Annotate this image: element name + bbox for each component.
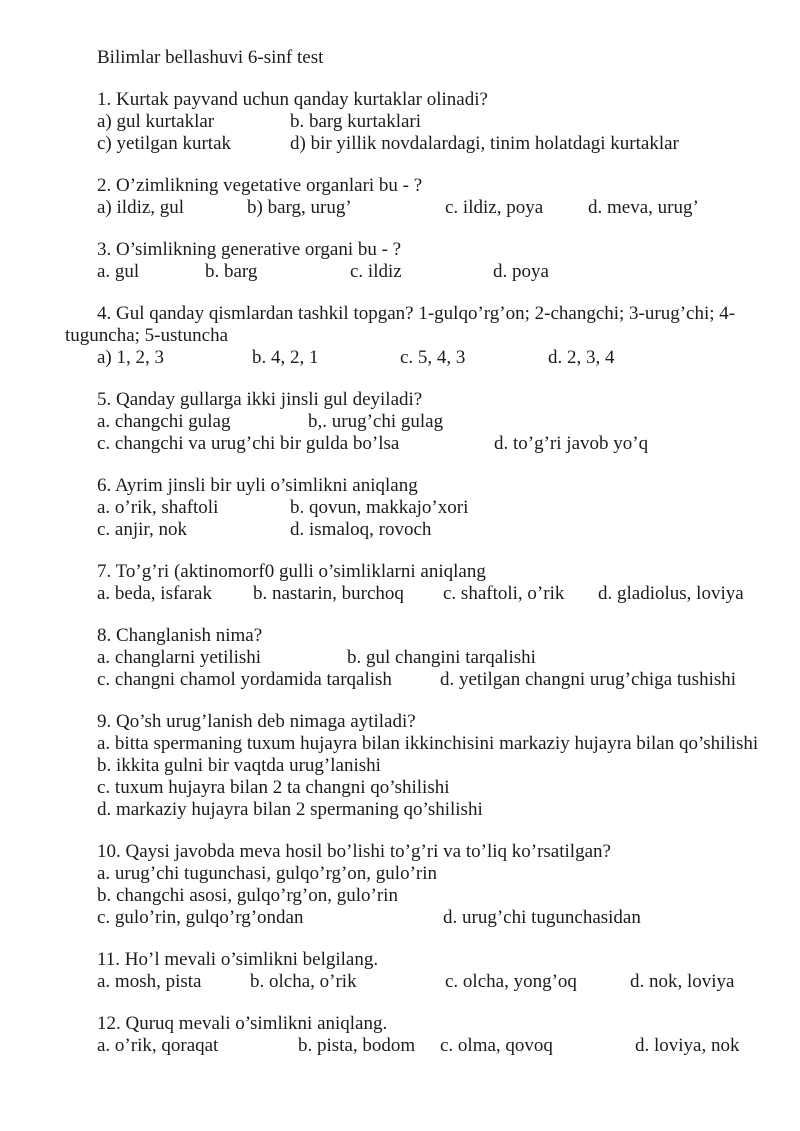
question-7-option-d: d. gladiolus, loviya	[598, 583, 744, 604]
question-block-11	[65, 949, 780, 993]
question-6-option-d: d. ismaloq, rovoch	[290, 519, 432, 540]
question-7-option-b: b. nastarin, burchoq	[253, 583, 404, 604]
question-10-option-a: a. urug’chi tugunchasi, gulqo’rg’on, gulo’rin	[97, 863, 437, 884]
question-block-1	[65, 89, 780, 155]
question-11-option-b: b. olcha, o’rik	[250, 971, 357, 992]
document-title-line	[65, 47, 780, 69]
question-6-option-b: b. qovun, makkajo’xori	[290, 497, 469, 518]
question-1-option-a: a) gul kurtaklar	[97, 111, 215, 132]
question-10-option-c: c. gulo’rin, gulqo’rg’ondan	[97, 907, 304, 928]
question-block-5	[65, 389, 780, 455]
question-2-option-a: a) ildiz, gul	[97, 197, 185, 218]
question-12-option-b: b. pista, bodom	[298, 1035, 416, 1056]
question-3-option-d: d. poya	[493, 261, 549, 282]
question-block-3	[65, 239, 780, 283]
question-4-option-b: b. 4, 2, 1	[252, 347, 319, 368]
question-6-option-c: c. anjir, nok	[97, 519, 187, 540]
question-7-option-a: a. beda, isfarak	[97, 583, 212, 604]
question-3-option-a: a. gul	[97, 261, 140, 282]
question-block-7	[65, 561, 780, 605]
question-block-10	[65, 841, 780, 929]
question-5-option-d: d. to’g’ri javob yo’q	[494, 433, 649, 454]
question-5-option-b: b,. urug’chi gulag	[308, 411, 444, 432]
question-9-prompt: 9. Qo’sh urug’lanish deb nimaga aytiladi?	[97, 711, 416, 732]
question-1-option-d: d) bir yillik novdalardagi, tinim holatdagi kurtaklar	[290, 133, 679, 154]
question-8-option-d: d. yetilgan changni urug’chiga tushishi	[440, 669, 737, 690]
question-10-option-b: b. changchi asosi, gulqo’rg’on, gulo’rin	[97, 885, 398, 906]
question-1-option-b: b. barg kurtaklari	[290, 111, 422, 132]
question-block-4	[65, 303, 780, 369]
question-11-option-d: d. nok, loviya	[630, 971, 735, 992]
question-4-prompt: 4. Gul qanday qismlardan tashkil topgan? 1-gulqo’rg’on; 2-changchi; 3-urug’chi; 4-	[97, 303, 736, 324]
question-block-2	[65, 175, 780, 219]
question-4-option-a: a) 1, 2, 3	[97, 347, 165, 368]
question-block-8	[65, 625, 780, 691]
question-block-9	[65, 711, 780, 821]
question-4-prompt-continuation: tuguncha; 5-ustuncha	[65, 325, 229, 346]
question-10-prompt: 10. Qaysi javobda meva hosil bo’lishi to’g’ri va to’liq ko’rsatilgan?	[97, 841, 611, 862]
question-2-prompt: 2. O’zimlikning vegetative organlari bu - ?	[97, 175, 423, 196]
question-3-option-c: c. ildiz	[350, 261, 402, 282]
question-1-prompt: 1. Kurtak payvand uchun qanday kurtaklar olinadi?	[97, 89, 488, 110]
question-6-prompt: 6. Ayrim jinsli bir uyli o’simlikni aniqlang	[97, 475, 418, 496]
question-8-option-c: c. changni chamol yordamida tarqalish	[97, 669, 392, 690]
question-2-option-d: d. meva, urug’	[588, 197, 699, 218]
question-5-prompt: 5. Qanday gullarga ikki jinsli gul deyiladi?	[97, 389, 423, 410]
question-12-prompt: 12. Quruq mevali o’simlikni aniqlang.	[97, 1013, 388, 1034]
question-9-option-d: d. markaziy hujayra bilan 2 spermaning qo’shilishi	[97, 799, 483, 820]
question-2-option-c: c. ildiz, poya	[445, 197, 544, 218]
question-2-option-b: b) barg, urug’	[247, 197, 352, 218]
question-9-option-b: b. ikkita gulni bir vaqtda urug’lanishi	[97, 755, 381, 776]
question-3-prompt: 3. O’simlikning generative organi bu - ?	[97, 239, 402, 260]
question-9-option-c: c. tuxum hujayra bilan 2 ta changni qo’shilishi	[97, 777, 450, 798]
question-6-option-a: a. o’rik, shaftoli	[97, 497, 219, 518]
question-1-option-c: c) yetilgan kurtak	[97, 133, 232, 154]
document-title: Bilimlar bellashuvi 6-sinf test	[97, 47, 324, 68]
question-11-prompt: 11. Ho’l mevali o’simlikni belgilang.	[97, 949, 379, 970]
question-8-option-a: a. changlarni yetilishi	[97, 647, 262, 668]
question-block-12	[65, 1013, 780, 1057]
question-4-option-d: d. 2, 3, 4	[548, 347, 615, 368]
question-5-option-c: c. changchi va urug’chi bir gulda bo’lsa	[97, 433, 400, 454]
question-10-option-d: d. urug’chi tugunchasidan	[443, 907, 641, 928]
question-8-option-b: b. gul changini tarqalishi	[347, 647, 536, 668]
question-12-option-d: d. loviya, nok	[635, 1035, 740, 1056]
question-8-prompt: 8. Changlanish nima?	[97, 625, 263, 646]
question-5-option-a: a. changchi gulag	[97, 411, 231, 432]
question-4-option-c: c. 5, 4, 3	[400, 347, 466, 368]
question-9-option-a: a. bitta spermaning tuxum hujayra bilan ikkinchisini markaziy hujayra bilan qo’shilishi	[97, 733, 759, 754]
question-7-option-c: c. shaftoli, o’rik	[443, 583, 565, 604]
question-block-6	[65, 475, 780, 541]
question-12-option-a: a. o’rik, qoraqat	[97, 1035, 219, 1056]
question-12-option-c: c. olma, qovoq	[440, 1035, 553, 1056]
question-3-option-b: b. barg	[205, 261, 258, 282]
question-11-option-c: c. olcha, yong’oq	[445, 971, 577, 992]
question-11-option-a: a. mosh, pista	[97, 971, 202, 992]
question-7-prompt: 7. To’g’ri (aktinomorf0 gulli o’simliklarni aniqlang	[97, 561, 486, 582]
test-content	[65, 47, 780, 1057]
